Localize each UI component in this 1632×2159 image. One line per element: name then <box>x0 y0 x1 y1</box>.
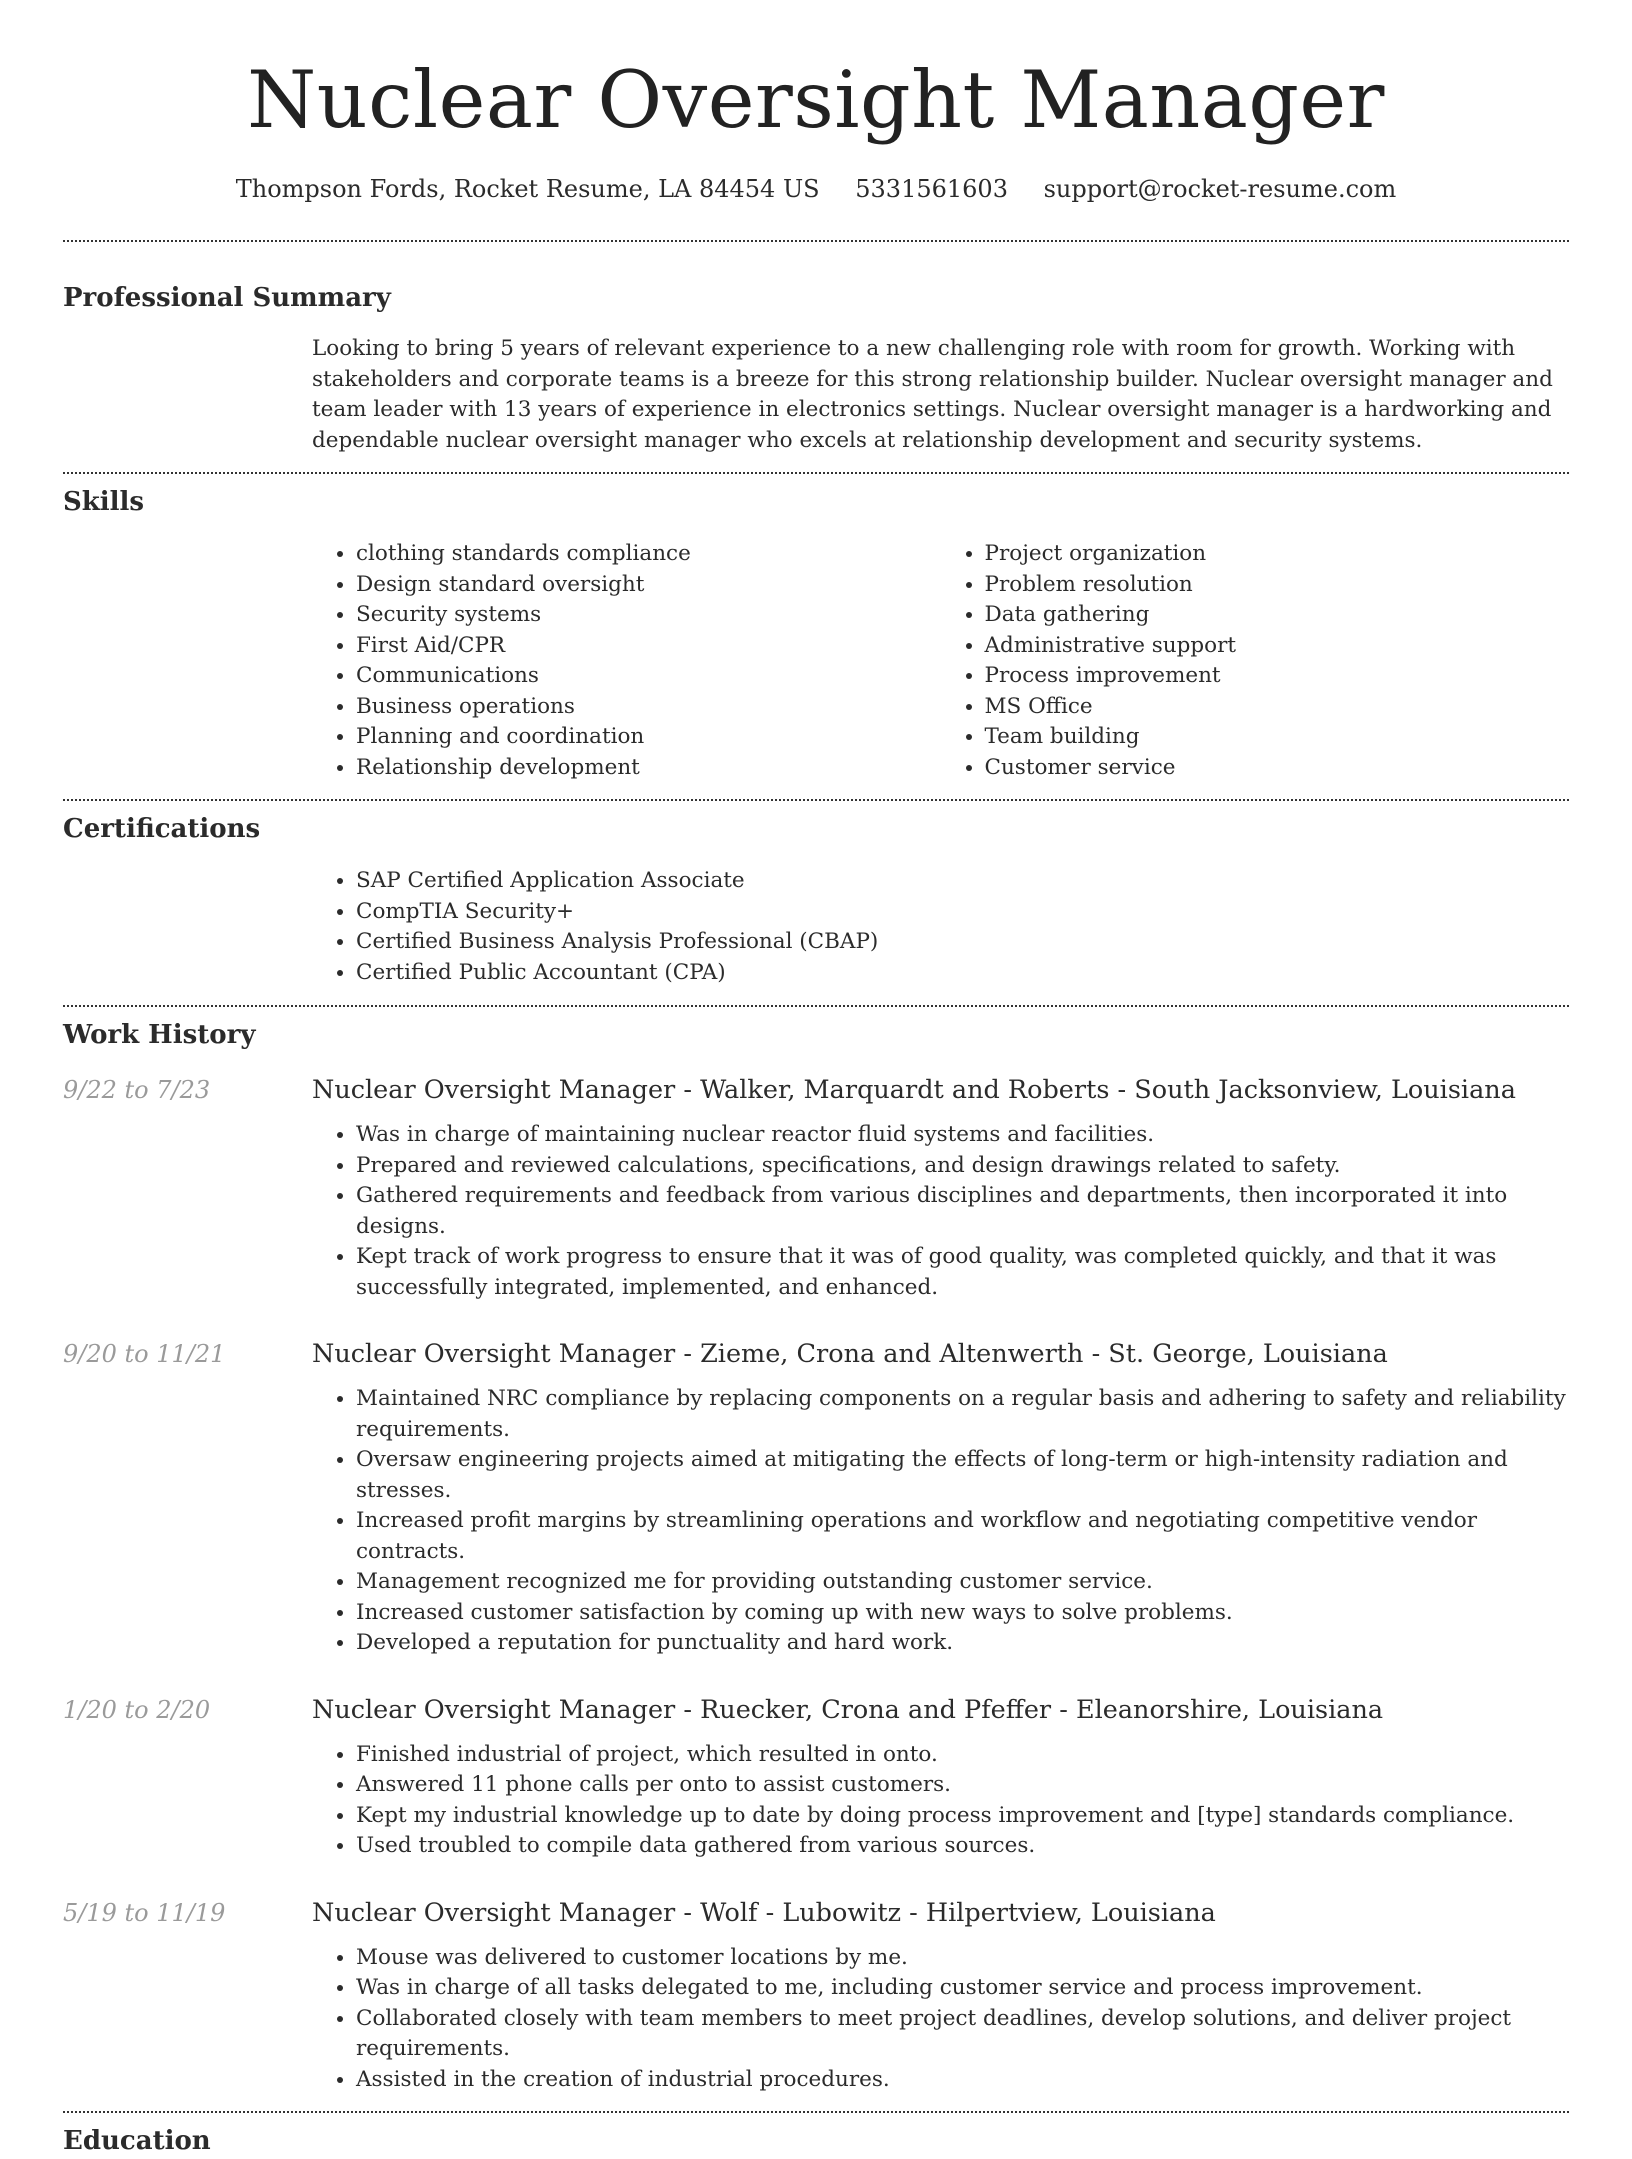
skill-item: • Security systems <box>356 600 941 631</box>
skill-item: • Administrative support <box>985 631 1570 662</box>
skill-item: • Customer service <box>985 753 1570 784</box>
certifications-heading: Certifications <box>63 814 261 844</box>
certification-item: • SAP Certified Application Associate <box>356 866 1569 897</box>
skill-item: • Problem resolution <box>985 570 1570 601</box>
job-bullet: • Assisted in the creation of industrial procedures. <box>356 2065 1569 2096</box>
certifications-list <box>312 866 1569 988</box>
job-bullet: • Finished industrial of project, which resulted in onto. <box>356 1740 1569 1771</box>
job-bullets <box>312 1384 1569 1659</box>
job-entry <box>63 1693 1569 1862</box>
job-title: Nuclear Oversight Manager - Wolf - Lubowitz - Hilpertview, Louisiana <box>312 1897 1216 1928</box>
job-details <box>312 1740 1569 1862</box>
job-dates: 1/20 to 2/20 <box>63 1695 211 1724</box>
skill-item: • Design standard oversight <box>356 570 941 601</box>
job-bullets <box>312 1740 1569 1862</box>
contact-address: Thompson Fords, Rocket Resume, LA 84454 US <box>235 175 820 203</box>
skills-list-right <box>941 539 1570 783</box>
job-dates: 9/22 to 7/23 <box>63 1076 211 1104</box>
job-bullet: • Kept track of work progress to ensure that it was of good quality, was completed quickly, and that it was successfully integrated, implemented, and enhanced. <box>356 1242 1569 1303</box>
job-bullet: • Prepared and reviewed calculations, specifications, and design drawings related to safety. <box>356 1151 1569 1182</box>
job-bullet: • Answered 11 phone calls per onto to assist customers. <box>356 1770 1569 1801</box>
job-bullet: • Developed a reputation for punctuality and hard work. <box>356 1628 1569 1659</box>
job-bullets <box>312 1120 1569 1303</box>
job-entry <box>63 1073 1569 1303</box>
skill-item: • Relationship development <box>356 753 941 784</box>
work-heading: Work History <box>63 1020 256 1050</box>
certifications-section <box>63 801 1569 988</box>
job-bullet: • Increased profit margins by streamlining operations and workflow and negotiating competitive vendor contracts. <box>356 1506 1569 1567</box>
skill-item: • clothing standards compliance <box>356 539 941 570</box>
resume-name: Nuclear Oversight Manager <box>247 54 1385 146</box>
skills-grid <box>312 539 1569 783</box>
skill-item: • Data gathering <box>985 600 1570 631</box>
skill-item: • Team building <box>985 722 1570 753</box>
job-dates: 9/20 to 11/21 <box>63 1340 226 1368</box>
skill-item: • Process improvement <box>985 661 1570 692</box>
job-bullet: • Collaborated closely with team members to meet project deadlines, develop solutions, and deliver project requirements. <box>356 2004 1569 2065</box>
job-bullet: • Mouse was delivered to customer locations by me. <box>356 1943 1569 1974</box>
skill-item: • Business operations <box>356 692 941 723</box>
job-details <box>312 1943 1569 2096</box>
job-title: Nuclear Oversight Manager - Ruecker, Crona and Pfeffer - Eleanorshire, Louisiana <box>312 1694 1384 1725</box>
work-section <box>63 1007 1569 2095</box>
skill-item: • Communications <box>356 661 941 692</box>
job-title: Nuclear Oversight Manager - Zieme, Crona and Altenwerth - St. George, Louisiana <box>312 1339 1388 1369</box>
skill-item: • Project organization <box>985 539 1570 570</box>
job-header <box>63 1073 1569 1107</box>
skill-item: • Planning and coordination <box>356 722 941 753</box>
job-bullet: • Gathered requirements and feedback from various disciplines and departments, then incorporated it into designs. <box>356 1181 1569 1242</box>
job-bullets <box>312 1943 1569 2096</box>
job-header <box>63 1337 1569 1371</box>
job-entry <box>63 1896 1569 2096</box>
job-header <box>63 1896 1569 1930</box>
contact-phone: 5331561603 <box>855 175 1008 203</box>
certification-item: • CompTIA Security+ <box>356 897 1569 928</box>
job-bullet: • Was in charge of all tasks delegated to me, including customer service and process improvement. <box>356 1973 1569 2004</box>
job-bullet: • Used troubled to compile data gathered from various sources. <box>356 1831 1569 1862</box>
job-bullet: • Maintained NRC compliance by replacing components on a regular basis and adhering to safety and reliability requirements. <box>356 1384 1569 1445</box>
skills-list-left <box>312 539 941 783</box>
contact-email: support@rocket-resume.com <box>1043 175 1397 203</box>
summary-text: Looking to bring 5 years of relevant experience to a new challenging role with room for growth. Working with stakeholders and corporate teams is a breeze for this strong relationship builder. Nuclear oversight manager and team leader with 13 years of experience in electronics settings. Nuclear oversight manager is a hardworking and dependable nuclear oversight manager who excels at relationship development and security systems. <box>312 336 1553 453</box>
job-header <box>63 1693 1569 1727</box>
education-section <box>63 2113 1569 2159</box>
education-heading: Education <box>63 2126 211 2156</box>
skills-section <box>63 474 1569 783</box>
job-bullet: • Management recognized me for providing outstanding customer service. <box>356 1567 1569 1598</box>
summary-section <box>63 242 1569 456</box>
skill-item: • First Aid/CPR <box>356 631 941 662</box>
job-details <box>312 1384 1569 1659</box>
job-dates: 5/19 to 11/19 <box>63 1898 226 1927</box>
job-bullet: • Was in charge of maintaining nuclear reactor fluid systems and facilities. <box>356 1120 1569 1151</box>
job-title: Nuclear Oversight Manager - Walker, Marquardt and Roberts - South Jacksonview, Louisiana <box>312 1075 1516 1105</box>
contact-line <box>63 172 1569 206</box>
job-details <box>312 1120 1569 1303</box>
job-bullet: • Kept my industrial knowledge up to date by doing process improvement and [type] standards compliance. <box>356 1801 1569 1832</box>
certification-item: • Certified Business Analysis Professional (CBAP) <box>356 927 1569 958</box>
certifications-content <box>312 866 1569 988</box>
job-entry <box>63 1337 1569 1659</box>
certification-item: • Certified Public Accountant (CPA) <box>356 958 1569 989</box>
job-bullet: • Oversaw engineering projects aimed at mitigating the effects of long-term or high-intensity radiation and stresses. <box>356 1445 1569 1506</box>
summary-heading: Professional Summary <box>63 283 391 313</box>
skills-heading: Skills <box>63 487 145 517</box>
job-bullet: • Increased customer satisfaction by coming up with new ways to solve problems. <box>356 1598 1569 1629</box>
skill-item: • MS Office <box>985 692 1570 723</box>
